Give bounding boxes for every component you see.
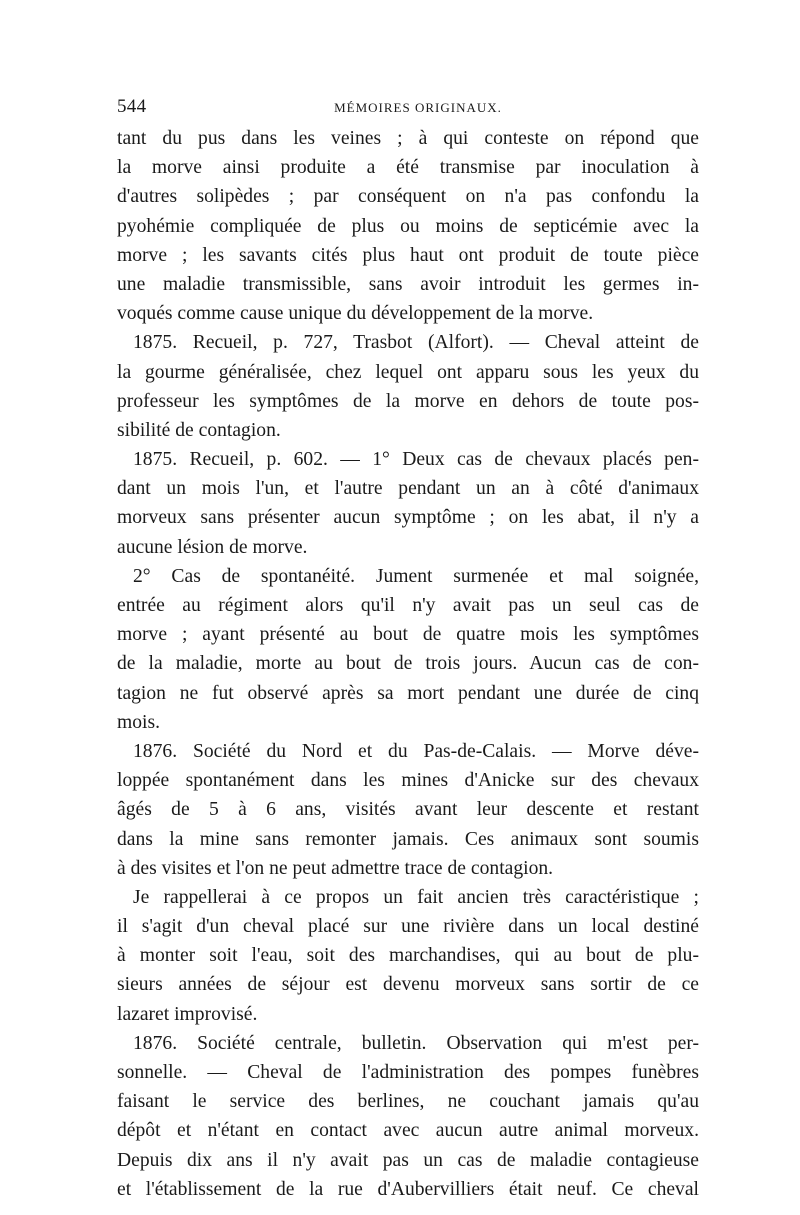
- body-text: [117, 124, 699, 1204]
- text-line: 1876. Société centrale, bulletin. Observation qui m'est per-: [133, 1032, 699, 1054]
- text-line: dans la mine sans remonter jamais. Ces animaux sont soumis: [117, 828, 699, 850]
- text-line: mois.: [117, 711, 161, 733]
- text-line: il s'agit d'un cheval placé sur une rivière dans un local destiné: [117, 916, 699, 938]
- text-line: morveux sans présenter aucun symptôme ; on les abat, il n'y a: [117, 507, 699, 529]
- text-line: 1875. Recueil, p. 727, Trasbot (Alfort). — Cheval atteint de: [133, 332, 699, 354]
- running-head: MÉMOIRES ORIGINAUX.: [334, 100, 502, 115]
- page-number: 544: [117, 96, 147, 117]
- text-line: 1875. Recueil, p. 602. — 1° Deux cas de chevaux placés pen-: [133, 449, 699, 471]
- text-line: faisant le service des berlines, ne couchant jamais qu'au: [117, 1091, 699, 1113]
- text-line: de la maladie, morte au bout de trois jours. Aucun cas de con-: [117, 653, 699, 675]
- text-line: et l'établissement de la rue d'Aubervilliers était neuf. Ce cheval: [117, 1178, 699, 1200]
- text-line: âgés de 5 à 6 ans, visités avant leur descente et restant: [117, 799, 699, 821]
- text-line: tagion ne fut observé après sa mort pendant une durée de cinq: [117, 682, 699, 704]
- text-line: la gourme généralisée, chez lequel ont apparu sous les yeux du: [117, 361, 699, 383]
- text-line: sibilité de contagion.: [117, 419, 281, 441]
- text-line: morve ; ayant présenté au bout de quatre mois les symptômes: [117, 624, 699, 646]
- text-line: loppée spontanément dans les mines d'Anicke sur des chevaux: [117, 770, 699, 792]
- text-line: voqués comme cause unique du développement de la morve.: [117, 303, 594, 325]
- text-line: entrée au régiment alors qu'il n'y avait pas un seul cas de: [117, 595, 699, 616]
- text-line: professeur les symptômes de la morve en dehors de toute pos-: [117, 390, 699, 412]
- text-line: tant du pus dans les veines ; à qui conteste on répond que: [117, 128, 699, 149]
- text-line: sieurs années de séjour est devenu morveux sans sortir de ce: [117, 974, 699, 996]
- text-line: à monter soit l'eau, soit des marchandises, qui au bout de plu-: [117, 945, 699, 967]
- text-line: Je rappellerai à ce propos un fait ancien très caractéristique ;: [133, 886, 699, 908]
- text-line: une maladie transmissible, sans avoir introduit les germes in-: [117, 273, 699, 295]
- text-line: 1876. Société du Nord et du Pas-de-Calais. — Morve déve-: [133, 740, 699, 762]
- text-line: pyohémie compliquée de plus ou moins de septicémie avec la: [117, 215, 699, 237]
- text-line: morve ; les savants cités plus haut ont produit de toute pièce: [117, 244, 699, 266]
- text-line: sonnelle. — Cheval de l'administration des pompes funèbres: [117, 1062, 699, 1083]
- text-line: d'autres solipèdes ; par conséquent on n'a pas confondu la: [117, 186, 699, 208]
- text-line: à des visites et l'on ne peut admettre trace de contagion.: [117, 857, 554, 879]
- text-line: aucune lésion de morve.: [117, 536, 308, 558]
- text-line: lazaret improvisé.: [117, 1003, 258, 1025]
- page-header: [117, 96, 699, 124]
- text-line: 2° Cas de spontanéité. Jument surmenée et mal soignée,: [133, 565, 699, 587]
- book-page: [117, 96, 699, 1204]
- text-line: dant un mois l'un, et l'autre pendant un an à côté d'animaux: [117, 478, 699, 500]
- text-line: la morve ainsi produite a été transmise par inoculation à: [117, 157, 699, 179]
- text-line: dépôt et n'étant en contact avec aucun autre animal morveux.: [117, 1120, 699, 1142]
- text-line: Depuis dix ans il n'y avait pas un cas de maladie contagieuse: [117, 1149, 699, 1171]
